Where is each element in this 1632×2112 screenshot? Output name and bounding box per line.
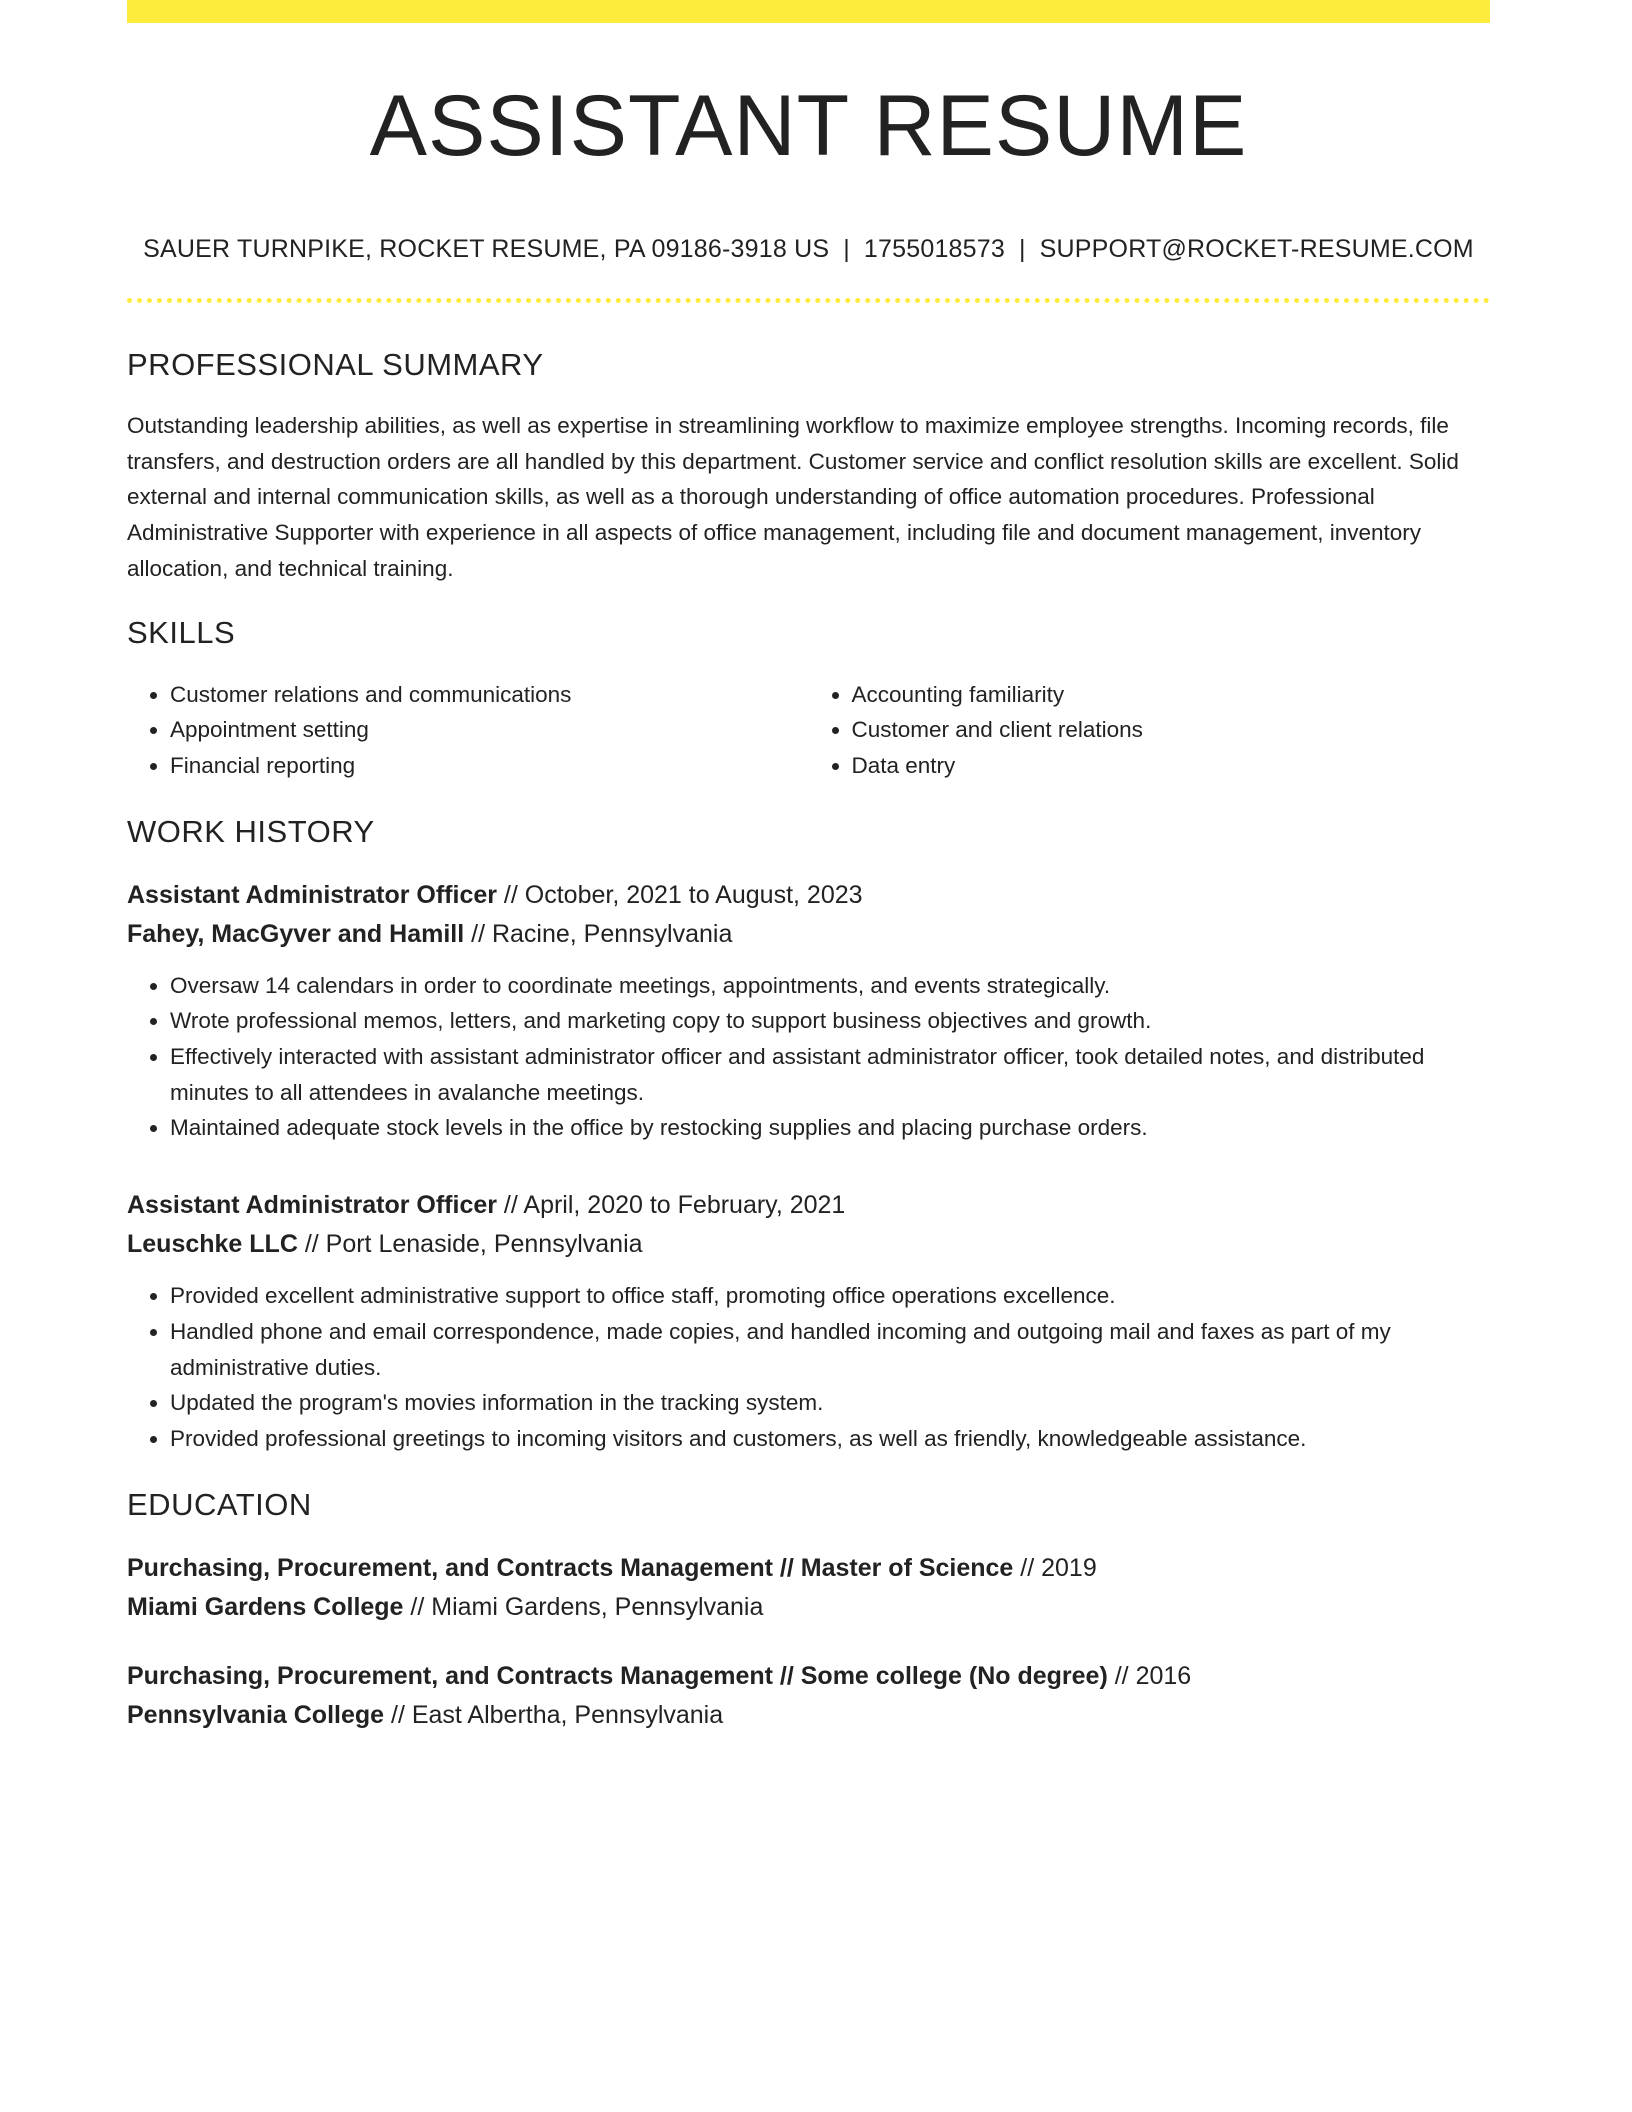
skill-item: • Accounting familiarity (852, 677, 1491, 713)
job-bullets (127, 968, 1490, 1147)
job-bullet: • Updated the program's movies information in the tracking system. (170, 1385, 1490, 1421)
resume-title: ASSISTANT RESUME (369, 78, 1248, 174)
education-location: // East Albertha, Pennsylvania (384, 1700, 724, 1729)
job-bullet: • Maintained adequate stock levels in the office by restocking supplies and placing purchase orders. (170, 1110, 1490, 1146)
job-company-line (127, 1225, 1490, 1264)
education-degree: Purchasing, Procurement, and Contracts Management // Master of Science (127, 1553, 1014, 1582)
skills-column-left (127, 677, 809, 784)
resume-page (127, 0, 1490, 1735)
contact-separator: | (843, 235, 850, 263)
job-role-line (127, 1186, 1490, 1225)
job-bullet: • Effectively interacted with assistant administrator officer and assistant administrator officer, took detailed notes, and distributed minutes to all attendees in avalanche meetings. (170, 1039, 1490, 1110)
job-location: // Racine, Pennsylvania (464, 919, 733, 948)
summary-text: Outstanding leadership abilities, as well as expertise in streamlining workflow to maximize employee strengths. Incoming records, file transfers, and destruction orders are all handled by this department. Customer service and conflict resolution skills are excellent. Solid external and internal communication skills, as well as a thorough understanding of office automation procedures. Professional Administrative Supporter with experience in all aspects of office management, including file and document management, inventory allocation, and technical training. (127, 413, 1459, 581)
skill-item: • Appointment setting (170, 712, 809, 748)
job-bullet: • Provided professional greetings to incoming visitors and customers, as well as friendly, knowledgeable assistance. (170, 1421, 1490, 1457)
skill-item: • Customer relations and communications (170, 677, 809, 713)
job-bullet: • Handled phone and email correspondence, made copies, and handled incoming and outgoing mail and faxes as part of my administrative duties. (170, 1314, 1490, 1385)
job-dates: // October, 2021 to August, 2023 (496, 880, 863, 909)
dotted-divider (127, 298, 1490, 303)
job-entry (127, 876, 1490, 1147)
skill-item: • Data entry (852, 748, 1491, 784)
education-degree: Purchasing, Procurement, and Contracts Management // Some college (No degree) (127, 1661, 1108, 1690)
job-bullets (127, 1278, 1490, 1457)
job-company-line (127, 915, 1490, 954)
skill-item: • Customer and client relations (852, 712, 1491, 748)
skills-list (127, 677, 1490, 784)
job-role-line (127, 876, 1490, 915)
education-entry (127, 1657, 1490, 1735)
job-company: Leuschke LLC (127, 1230, 298, 1259)
education-school: Pennsylvania College (127, 1700, 385, 1729)
top-accent-bar (127, 0, 1490, 23)
contact-line (127, 235, 1490, 264)
contact-phone: 1755018573 (863, 235, 1005, 263)
job-bullet: • Oversaw 14 calendars in order to coordinate meetings, appointments, and events strategically. (170, 968, 1490, 1004)
contact-email: SUPPORT@ROCKET-RESUME.COM (1039, 235, 1474, 263)
job-company: Fahey, MacGyver and Hamill (127, 919, 465, 948)
education-school-line (127, 1696, 1490, 1735)
education-location: // Miami Gardens, Pennsylvania (403, 1592, 764, 1621)
contact-separator: | (1018, 235, 1026, 263)
job-bullet: • Provided excellent administrative support to office staff, promoting office operations excellence. (170, 1278, 1490, 1314)
job-dates: // April, 2020 to February, 2021 (496, 1191, 846, 1220)
summary-heading: PROFESSIONAL SUMMARY (127, 347, 544, 382)
education-entry (127, 1549, 1490, 1627)
skills-heading: SKILLS (127, 614, 236, 650)
education-school-line (127, 1588, 1490, 1627)
skills-column-right (809, 677, 1491, 784)
education-heading: EDUCATION (127, 1486, 312, 1522)
job-role: Assistant Administrator Officer (127, 1191, 497, 1220)
education-school: Miami Gardens College (127, 1592, 404, 1621)
education-year: // 2016 (1107, 1661, 1192, 1690)
job-location: // Port Lenaside, Pennsylvania (297, 1230, 643, 1259)
job-role: Assistant Administrator Officer (127, 880, 497, 909)
education-degree-line (127, 1657, 1490, 1696)
contact-address: SAUER TURNPIKE, ROCKET RESUME, PA 09186-3918 US (143, 235, 830, 263)
education-year: // 2019 (1013, 1553, 1097, 1582)
job-bullet: • Wrote professional memos, letters, and marketing copy to support business objectives and growth. (170, 1003, 1490, 1039)
education-degree-line (127, 1549, 1490, 1588)
work-history-heading: WORK HISTORY (127, 813, 375, 849)
skill-item: • Financial reporting (170, 748, 809, 784)
job-entry (127, 1186, 1490, 1457)
